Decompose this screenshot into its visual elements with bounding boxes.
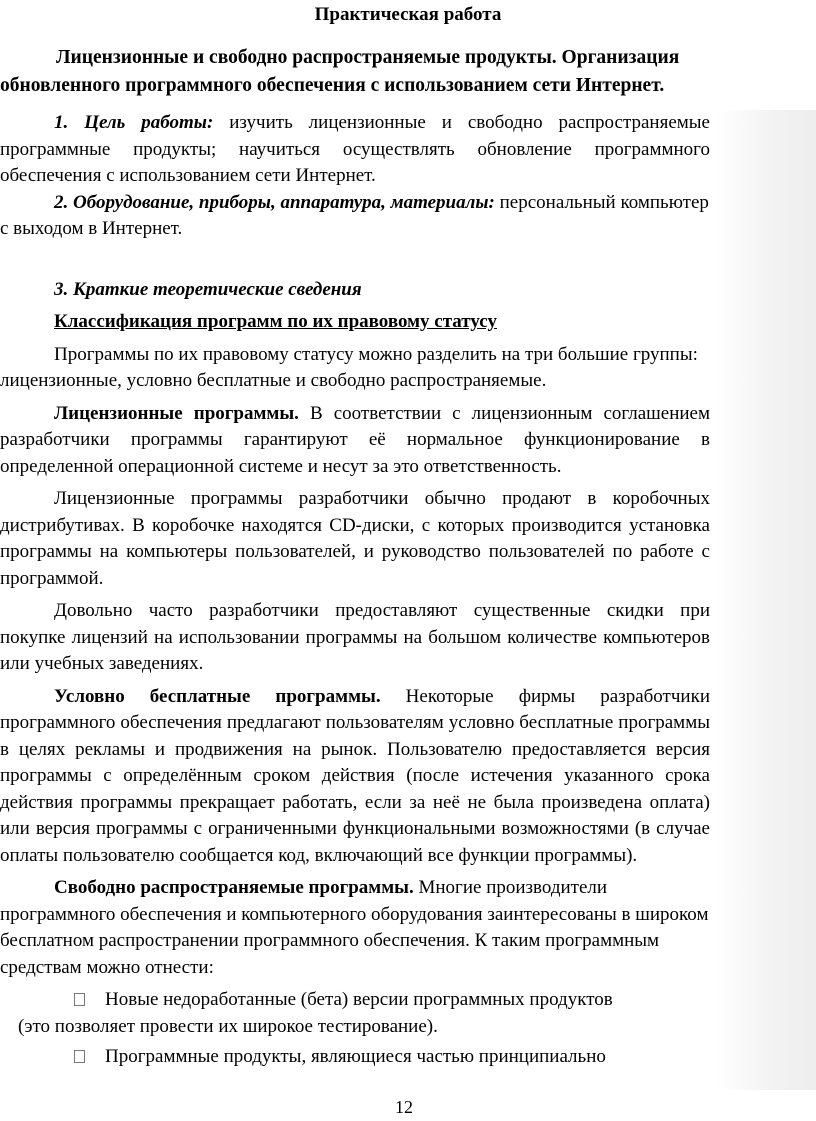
bullet-box-icon bbox=[74, 1050, 85, 1063]
list-item bbox=[0, 987, 710, 1040]
goal-text: изучить лицензионные и свободно распространяемые программные продукты; научиться осуществлять обновление программного обеспечения с использованием сети Интернет. bbox=[0, 112, 710, 186]
shareware-paragraph bbox=[0, 684, 710, 870]
equipment-label: 2. Оборудование, приборы, аппаратура, материалы: bbox=[54, 191, 495, 213]
page-edge-shadow bbox=[716, 110, 816, 1090]
page-number: 12 bbox=[395, 1097, 413, 1117]
licensed-paragraph bbox=[0, 401, 710, 481]
freeware-label: Свободно распространяемые программы. bbox=[54, 877, 414, 898]
freeware-text: Многие производители программного обеспечения и компьютерного оборудования заинтересованы в широком бесплатном распространении программного обеспечения. К таким программным средствам можно отнести: bbox=[0, 877, 709, 978]
theory-label: 3. Краткие теоретические сведения bbox=[54, 278, 362, 300]
shareware-text: Некоторые фирмы разработчики программного обеспечения предлагают пользователям условно бесплатные программы в целях рекламы и продвижения на рынок. Пользователю предоставляется версия программы с определённым сроком действия (после истечения указанного срока действия программы прекращает работать, если за неё не была произведена оплата) или версия программы с ограниченными функциональными возможностями (в случае оплаты пользователю сообщается код, включающий все функции программы). bbox=[0, 685, 710, 866]
document-body bbox=[0, 110, 710, 1071]
licensed-label: Лицензионные программы. bbox=[54, 402, 299, 424]
goal-label: 1. Цель работы: bbox=[54, 112, 214, 133]
list-item bbox=[0, 1044, 710, 1071]
licensed-paragraph-2: Лицензионные программы разработчики обычно продают в коробочных дистрибутивах. В коробочке находятся CD-диски, с которых производится установка программы на компьютеры пользователей, и руководство пользователей по работе с программой. bbox=[0, 488, 710, 589]
shareware-label: Условно бесплатные программы. bbox=[54, 685, 381, 707]
spacer bbox=[0, 243, 710, 271]
bullet-1-line1: Новые недоработанные (бета) версии программных продуктов bbox=[105, 989, 613, 1010]
classification-heading-text: Классификация программ по их правовому статусу bbox=[54, 311, 497, 332]
intro-paragraph: Программы по их правовому статусу можно разделить на три большие группы: лицензионные, условно бесплатные и свободно распространяемые. bbox=[0, 343, 698, 391]
bullet-1-line2: (это позволяет провести их широкое тестирование). bbox=[18, 1015, 438, 1037]
bullet-box-icon bbox=[74, 993, 85, 1006]
freeware-paragraph bbox=[0, 875, 710, 981]
licensed-paragraph-3: Довольно часто разработчики предоставляют существенные скидки при покупке лицензий на использовании программы на большом количестве компьютеров или учебных заведениях. bbox=[0, 600, 710, 674]
work-subtitle: Лицензионные и свободно распространяемые продукты. Организация обновленного программного обеспечения с использованием сети Интернет. bbox=[0, 47, 680, 96]
page-title: Практическая работа bbox=[314, 4, 502, 25]
licensed-text: В соответствии с лицензионным соглашением разработчики программы гарантируют её нормальное функционирование в определенной операционной системе и несут за это ответственность. bbox=[0, 402, 711, 477]
bullet-2-line1: Программные продукты, являющиеся частью принципиально bbox=[105, 1046, 606, 1067]
equipment-text: персональный компьютер с выходом в Интернет. bbox=[0, 191, 709, 239]
classification-heading bbox=[0, 309, 710, 336]
equipment-paragraph bbox=[0, 190, 710, 243]
goal-paragraph bbox=[0, 110, 710, 190]
theory-paragraph bbox=[0, 277, 710, 304]
